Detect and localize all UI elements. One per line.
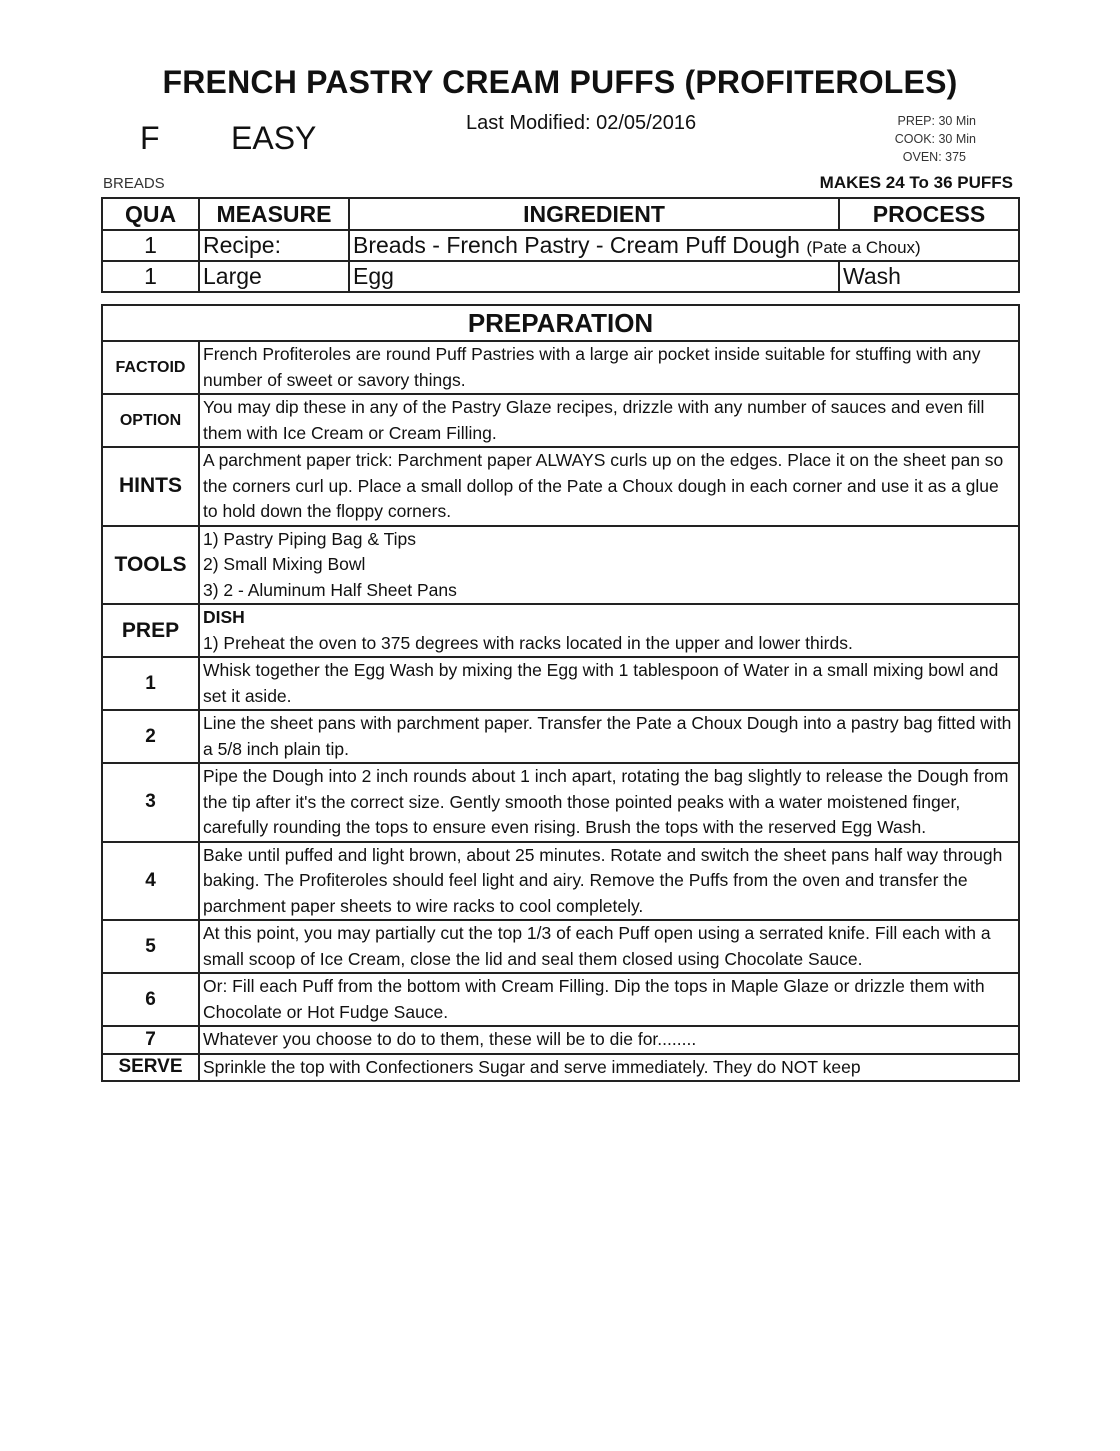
step-row [102, 710, 1019, 763]
recipe-title: FRENCH PASTRY CREAM PUFFS (PROFITEROLES) [162, 64, 958, 100]
time-summary [895, 112, 976, 166]
serve-text: Sprinkle the top with Confectioners Sugar and serve immediately. They do NOT keep [199, 1054, 1019, 1082]
column-header-measure: MEASURE [199, 198, 349, 230]
step-number: 5 [102, 920, 199, 973]
column-header-qua: QUA [102, 198, 199, 230]
ingredient-name: Egg [349, 261, 839, 292]
ingredient-quantity: 1 [102, 230, 199, 261]
recipe-category: BREADS [103, 175, 165, 192]
ingredient-row [102, 261, 1019, 292]
hints-label: HINTS [102, 447, 199, 526]
option-row [102, 394, 1019, 447]
last-modified-date: Last Modified: 02/05/2016 [466, 112, 697, 134]
serve-row [102, 1054, 1019, 1082]
ingredients-table [101, 197, 1020, 293]
step-row [102, 763, 1019, 842]
rating-letter: F [140, 120, 160, 156]
prep-instruction: 1) Preheat the oven to 375 degrees with racks located in the upper and lower thirds. [203, 632, 853, 653]
recipe-yield: MAKES 24 To 36 PUFFS [819, 173, 1013, 192]
step-number: 2 [102, 710, 199, 763]
column-header-process: PROCESS [839, 198, 1019, 230]
step-row [102, 657, 1019, 710]
cook-time: COOK: 30 Min [894, 132, 976, 146]
step-text: Whisk together the Egg Wash by mixing the Egg with 1 tablespoon of Water in a small mixing bowl and set it aside. [199, 657, 1019, 710]
serve-label: SERVE [102, 1054, 199, 1082]
ingredients-header-row [102, 198, 1019, 230]
step-text: Pipe the Dough into 2 inch rounds about 1 inch apart, rotating the bag slightly to release the Dough from the tip after it's the correct size. Gently smooth those pointed peaks with a water moistened finger, carefully rounding the tops to ensure even rising. Brush the tops with the reserved Egg Wash. [199, 763, 1019, 842]
factoid-row [102, 341, 1019, 394]
ingredient-measure: Recipe: [199, 230, 349, 261]
dish-heading: DISH [203, 607, 245, 627]
hints-text: A parchment paper trick: Parchment paper ALWAYS curls up on the edges. Place it on the sheet pan so the corners curl up. Place a small dollop of the Pate a Choux dough in each corner and use it as a glue to hold down the floppy corners. [199, 447, 1019, 526]
preparation-header-row [102, 305, 1019, 341]
tool-item: 2) Small Mixing Bowl [203, 554, 366, 574]
option-label: OPTION [102, 394, 199, 447]
oven-temperature: OVEN: 375 [902, 150, 966, 164]
column-header-ingredient: INGREDIENT [349, 198, 839, 230]
prep-label: PREP [102, 604, 199, 657]
tool-item: 3) 2 - Aluminum Half Sheet Pans [203, 579, 457, 600]
step-number: 3 [102, 763, 199, 842]
step-text: Or: Fill each Puff from the bottom with Cream Filling. Dip the tops in Maple Glaze or drizzle them with Chocolate or Hot Fudge Sauce. [199, 973, 1019, 1026]
tool-item: 1) Pastry Piping Bag & Tips [203, 528, 417, 549]
step-row [102, 973, 1019, 1026]
step-row [102, 1026, 1019, 1054]
step-number: 1 [102, 657, 199, 710]
ingredient-name [349, 230, 1019, 261]
step-number: 6 [102, 973, 199, 1026]
prep-time: PREP: 30 Min [897, 114, 976, 128]
hints-row [102, 447, 1019, 526]
ingredient-note: (Pate a Choux) [806, 238, 921, 257]
ingredient-name-text: Breads - French Pastry - Cream Puff Dough [353, 232, 800, 258]
preparation-heading: PREPARATION [102, 305, 1019, 341]
step-text: Bake until puffed and light brown, about 25 minutes. Rotate and switch the sheet pans half way through baking. The Profiteroles should feel light and airy. Remove the Puffs from the oven and transfer the parchment paper sheets to wire racks to cool completely. [199, 842, 1019, 921]
step-row [102, 920, 1019, 973]
tools-label: TOOLS [102, 526, 199, 605]
step-text: Line the sheet pans with parchment paper. Transfer the Pate a Choux Dough into a pastry bag fitted with a 5/8 inch plain tip. [199, 710, 1019, 763]
step-text: Whatever you choose to do to them, these will be to die for........ [199, 1026, 1019, 1054]
tools-list [199, 526, 1019, 605]
step-number: 4 [102, 842, 199, 921]
ingredient-measure: Large [199, 261, 349, 292]
ingredient-row [102, 230, 1019, 261]
factoid-label: FACTOID [102, 341, 199, 394]
prep-text [199, 604, 1019, 657]
step-number: 7 [102, 1026, 199, 1054]
factoid-text: French Profiteroles are round Puff Pastries with a large air pocket inside suitable for stuffing with any number of sweet or savory things. [199, 341, 1019, 394]
ingredient-quantity: 1 [102, 261, 199, 292]
step-text: At this point, you may partially cut the top 1/3 of each Puff open using a serrated knife. Fill each with a small scoop of Ice Cream, close the lid and seal them closed using Chocolate Sauce. [199, 920, 1019, 973]
difficulty-level: EASY [231, 120, 317, 156]
tools-row [102, 526, 1019, 605]
preparation-table [101, 304, 1020, 1082]
ingredient-process: Wash [839, 261, 1019, 292]
prep-row [102, 604, 1019, 657]
step-row [102, 842, 1019, 921]
option-text: You may dip these in any of the Pastry Glaze recipes, drizzle with any number of sauces and even fill them with Ice Cream or Cream Filling. [199, 394, 1019, 447]
